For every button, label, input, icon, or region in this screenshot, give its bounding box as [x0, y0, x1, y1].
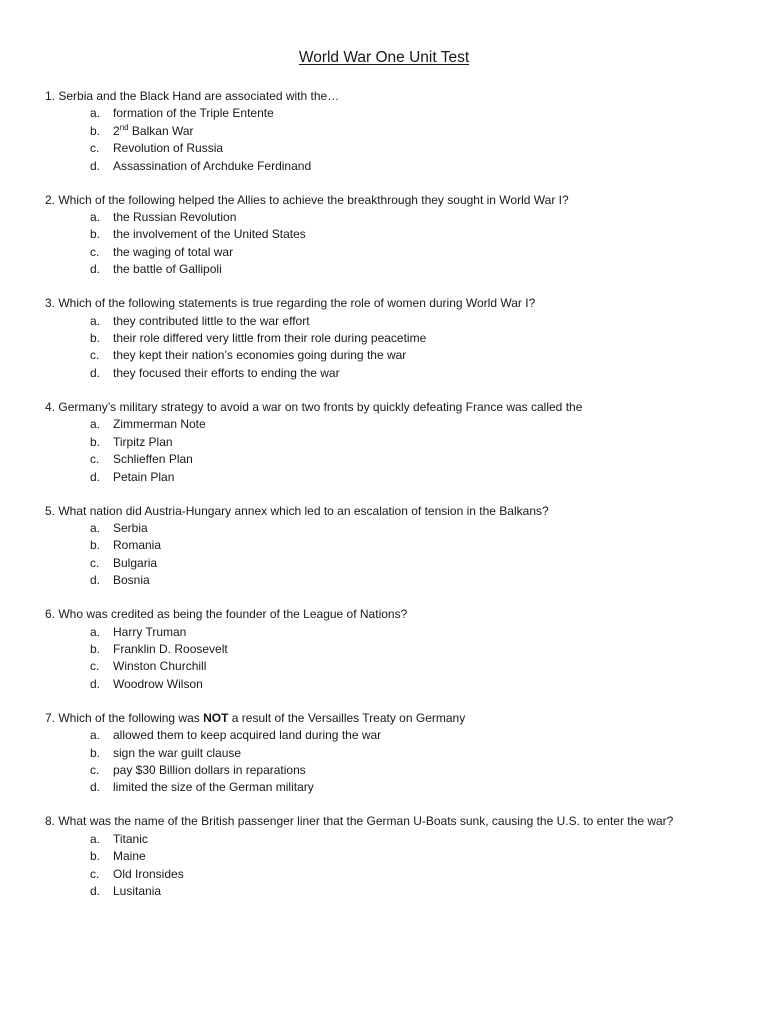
choice-text: pay $30 Billion dollars in reparations	[113, 762, 306, 777]
choice-letter: a.	[90, 624, 101, 639]
question-5	[45, 503, 745, 590]
choice-letter: c.	[90, 348, 100, 363]
choice-text: Bosnia	[113, 573, 150, 588]
choice-letter: d.	[90, 780, 101, 795]
choice-text: Romania	[113, 538, 162, 553]
choice-letter: c.	[90, 762, 100, 777]
choice-list	[45, 209, 745, 279]
choice-list	[45, 831, 745, 901]
choice-letter: a.	[90, 313, 101, 328]
choice-list	[45, 727, 745, 797]
choice-a	[45, 520, 745, 537]
choice-text: limited the size of the German military	[113, 780, 314, 795]
choice-list	[45, 416, 745, 486]
choice-text: Bulgaria	[113, 555, 158, 570]
choice-d	[45, 883, 745, 900]
choice-text: Zimmerman Note	[113, 417, 206, 432]
choice-c	[45, 140, 745, 157]
choice-letter: d.	[90, 158, 101, 173]
choice-text: Titanic	[113, 831, 148, 846]
question-number: 5.	[45, 503, 56, 518]
question-number: 2.	[45, 192, 56, 207]
question-1	[45, 88, 745, 175]
choice-text: Maine	[113, 849, 146, 864]
choice-letter: a.	[90, 417, 101, 432]
choice-text: Revolution of Russia	[113, 141, 224, 156]
question-text	[45, 710, 745, 727]
choice-text: Woodrow Wilson	[113, 676, 203, 691]
choice-c	[45, 347, 745, 364]
choice-text: sign the war guilt clause	[113, 745, 242, 760]
choice-b	[45, 330, 745, 347]
choice-letter: a.	[90, 520, 101, 535]
choice-a	[45, 209, 745, 226]
choice-text: the waging of total war	[113, 244, 234, 259]
question-6	[45, 606, 745, 693]
choice-letter: d.	[90, 884, 101, 898]
choice-letter: a.	[90, 106, 101, 121]
question-prompt: Germany’s military strategy to avoid a war on two fronts by quickly defeating France was called the	[58, 399, 583, 414]
question-text	[45, 503, 745, 520]
choice-letter: c.	[90, 555, 100, 570]
choice-d	[45, 469, 745, 486]
question-prompt-start: Which of the following was	[58, 710, 204, 725]
choice-text: they focused their efforts to ending the war	[113, 365, 340, 380]
choice-letter: d.	[90, 365, 101, 380]
question-text	[45, 192, 745, 209]
choice-a	[45, 831, 745, 848]
choice-c	[45, 658, 745, 675]
choice-d	[45, 261, 745, 278]
choice-letter: c.	[90, 244, 100, 259]
choice-c	[45, 866, 745, 883]
question-number: 4.	[45, 399, 56, 414]
question-list	[45, 88, 745, 917]
choice-b	[45, 434, 745, 451]
choice-letter: b.	[90, 849, 101, 864]
question-text	[45, 295, 745, 312]
question-text	[45, 813, 745, 830]
choice-text: the battle of Gallipoli	[113, 262, 222, 277]
choice-text: Harry Truman	[113, 624, 187, 639]
choice-letter: b.	[90, 745, 101, 760]
choice-text: they contributed little to the war effort	[113, 313, 310, 328]
choice-text-rest: Balkan War	[128, 123, 194, 138]
choice-text: Assassination of Archduke Ferdinand	[113, 158, 312, 173]
choice-text: Tirpitz Plan	[113, 434, 173, 449]
question-prompt: Which of the following statements is true regarding the role of women during World War I?	[58, 296, 536, 311]
question-3	[45, 295, 745, 382]
question-number: 7.	[45, 710, 56, 725]
question-prompt: Which of the following helped the Allies to achieve the breakthrough they sought in World War I?	[58, 192, 569, 207]
question-number: 3.	[45, 296, 56, 311]
choice-d	[45, 572, 745, 589]
choice-text: allowed them to keep acquired land during the war	[113, 728, 382, 743]
emphasis-not: NOT	[203, 710, 229, 725]
choice-letter: b.	[90, 641, 101, 656]
page-title-text: World War One Unit Test	[298, 49, 470, 66]
ordinal-suffix: nd	[119, 122, 129, 132]
choice-text: formation of the Triple Entente	[113, 106, 274, 121]
choice-text: the involvement of the United States	[113, 227, 306, 242]
choice-letter: c.	[90, 659, 100, 674]
question-prompt: What nation did Austria-Hungary annex which led to an escalation of tension in the Balkans?	[58, 503, 549, 518]
choice-letter: b.	[90, 538, 101, 553]
choice-d	[45, 779, 745, 796]
question-text	[45, 606, 745, 623]
choice-list	[45, 520, 745, 590]
choice-text: their role differed very little from their role during peacetime	[113, 331, 427, 346]
question-7	[45, 710, 745, 797]
choice-a	[45, 313, 745, 330]
choice-letter: b.	[90, 434, 101, 449]
choice-d	[45, 365, 745, 382]
page-title	[0, 48, 768, 68]
choice-text: the Russian Revolution	[113, 210, 237, 225]
choice-letter: c.	[90, 141, 100, 156]
choice-letter: b.	[90, 331, 101, 346]
choice-a	[45, 105, 745, 122]
choice-list	[45, 624, 745, 694]
choice-letter: d.	[90, 573, 101, 588]
choice-list	[45, 105, 745, 175]
choice-c	[45, 555, 745, 572]
choice-a	[45, 727, 745, 744]
choice-letter: d.	[90, 676, 101, 691]
question-number: 6.	[45, 607, 56, 622]
choice-b	[45, 745, 745, 762]
choice-letter: c.	[90, 452, 100, 467]
choice-b	[45, 123, 745, 140]
question-number: 8.	[45, 814, 56, 829]
choice-a	[45, 624, 745, 641]
choice-text: Schlieffen Plan	[113, 452, 193, 467]
choice-text: they kept their nation’s economies going during the war	[113, 348, 407, 363]
choice-text-number: 2	[113, 123, 120, 138]
choice-c	[45, 244, 745, 261]
choice-a	[45, 416, 745, 433]
question-prompt: Who was credited as being the founder of the League of Nations?	[58, 607, 408, 622]
choice-letter: b.	[90, 227, 101, 242]
choice-letter: a.	[90, 831, 101, 846]
choice-b	[45, 641, 745, 658]
choice-text: Franklin D. Roosevelt	[113, 641, 228, 656]
choice-letter: d.	[90, 262, 101, 277]
question-prompt: Serbia and the Black Hand are associated with the…	[58, 89, 340, 103]
choice-text: Serbia	[113, 520, 148, 535]
choice-letter: a.	[90, 210, 101, 225]
choice-letter: b.	[90, 123, 101, 138]
choice-b	[45, 226, 745, 243]
question-text	[45, 88, 745, 105]
choice-text: Old Ironsides	[113, 866, 184, 881]
question-4	[45, 399, 745, 486]
choice-letter: a.	[90, 728, 101, 743]
choice-c	[45, 451, 745, 468]
question-prompt: What was the name of the British passenger liner that the German U-Boats sunk, causing the U.S. to enter the war?	[58, 814, 674, 829]
question-prompt-end: a result of the Versailles Treaty on Germany	[228, 710, 466, 725]
choice-d	[45, 158, 745, 175]
choice-letter: c.	[90, 866, 100, 881]
question-8	[45, 813, 745, 900]
choice-list	[45, 313, 745, 383]
question-number: 1.	[45, 89, 56, 103]
choice-letter: d.	[90, 469, 101, 484]
choice-c	[45, 762, 745, 779]
question-text	[45, 399, 745, 416]
choice-d	[45, 676, 745, 693]
choice-text: Winston Churchill	[113, 659, 207, 674]
question-2	[45, 192, 745, 279]
choice-b	[45, 537, 745, 554]
choice-text: Petain Plan	[113, 469, 175, 484]
choice-text: Lusitania	[113, 884, 162, 898]
choice-b	[45, 848, 745, 865]
